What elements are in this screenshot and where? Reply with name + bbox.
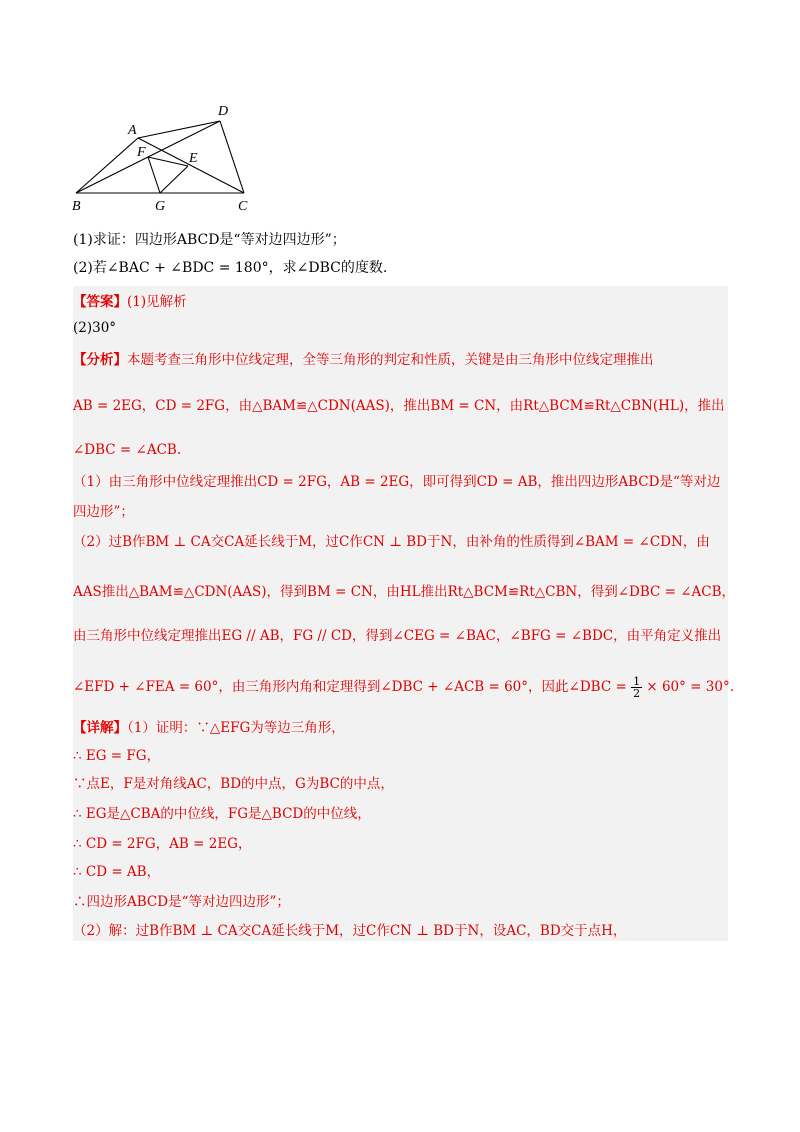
answer-1: (1)见解析 — [127, 294, 187, 310]
analysis-line-5: 四边形”； — [73, 504, 134, 520]
analysis-line-2: AB = 2EG，CD = 2FG，由△BAM≌△CDN(AAS)，推出BM = CN，由Rt△BCM≌Rt△CBN(HL)，推出 — [73, 398, 725, 414]
analysis-line-7: AAS推出△BAM≌△CDN(AAS)，得到BM = CN，由HL推出Rt△BCM≌Rt△CBN，得到∠DBC = ∠ACB， — [73, 584, 736, 600]
detail-line-1 — [73, 718, 345, 738]
label-B: B — [72, 199, 81, 214]
question-2: (2)若∠BAC + ∠BDC = 180°，求∠DBC的度数. — [73, 260, 388, 276]
analysis-line-6: （2）过B作BM ⊥ CA交CA延长线于M，过C作CN ⊥ BD于N，由补角的性质得到∠BAM = ∠CDN，由 — [73, 534, 710, 550]
detail-line-3: ∵点E，F是对角线AC，BD的中点，G为BC的中点， — [73, 776, 394, 792]
label-D: D — [218, 104, 229, 119]
analysis-line-3: ∠DBC = ∠ACB. — [73, 442, 182, 458]
label-E: E — [189, 151, 198, 166]
analysis-line-1 — [73, 350, 654, 370]
answer-line-1 — [73, 292, 187, 312]
answer-2: (2)30° — [73, 320, 117, 336]
answer-label: 【答案】 — [73, 294, 127, 310]
question-1: (1)求证：四边形ABCD是“等对边四边形”； — [73, 232, 346, 248]
label-G: G — [155, 199, 166, 214]
analysis-text-9b: × 60° = 30°. — [646, 679, 735, 695]
detail-line-8: （2）解：过B作BM ⊥ CA交CA延长线于M，过C作CN ⊥ BD于N，设AC，BD交于点H， — [73, 923, 627, 939]
analysis-line-9 — [73, 676, 734, 699]
detail-line-4: ∴ EG是△CBA的中位线，FG是△BCD的中位线， — [73, 806, 371, 822]
label-A: A — [128, 123, 137, 138]
detail-label: 【详解】 — [73, 720, 127, 736]
detail-line-5: ∴ CD = 2FG，AB = 2EG， — [73, 836, 252, 852]
analysis-text-9a: ∠EFD + ∠FEA = 60°，由三角形内角和定理得到∠DBC + ∠ACB = 60°，因此∠DBC = — [73, 679, 627, 695]
analysis-line-8: 由三角形中位线定理推出EG // AB，FG // CD，得到∠CEG = ∠BAC，∠BFG = ∠BDC，由平角定义推出 — [73, 628, 722, 644]
fraction-one-half — [631, 676, 642, 699]
analysis-label: 【分析】 — [73, 352, 127, 368]
fraction-denominator: 2 — [633, 687, 641, 700]
analysis-line-4: （1）由三角形中位线定理推出CD = 2FG，AB = 2EG，即可得到CD = AB，推出四边形ABCD是“等对边 — [73, 474, 721, 490]
detail-text-1: （1）证明：∵△EFG为等边三角形， — [127, 720, 345, 736]
label-C: C — [238, 199, 248, 214]
fraction-numerator: 1 — [633, 675, 641, 688]
detail-line-7: ∴四边形ABCD是“等对边四边形”； — [73, 894, 290, 910]
geometry-figure — [70, 100, 260, 215]
detail-line-2: ∴ EG = FG， — [73, 748, 161, 764]
analysis-text-1: 本题考查三角形中位线定理，全等三角形的判定和性质，关键是由三角形中位线定理推出 — [127, 352, 654, 368]
label-F: F — [137, 145, 146, 160]
detail-line-6: ∴ CD = AB， — [73, 864, 161, 880]
